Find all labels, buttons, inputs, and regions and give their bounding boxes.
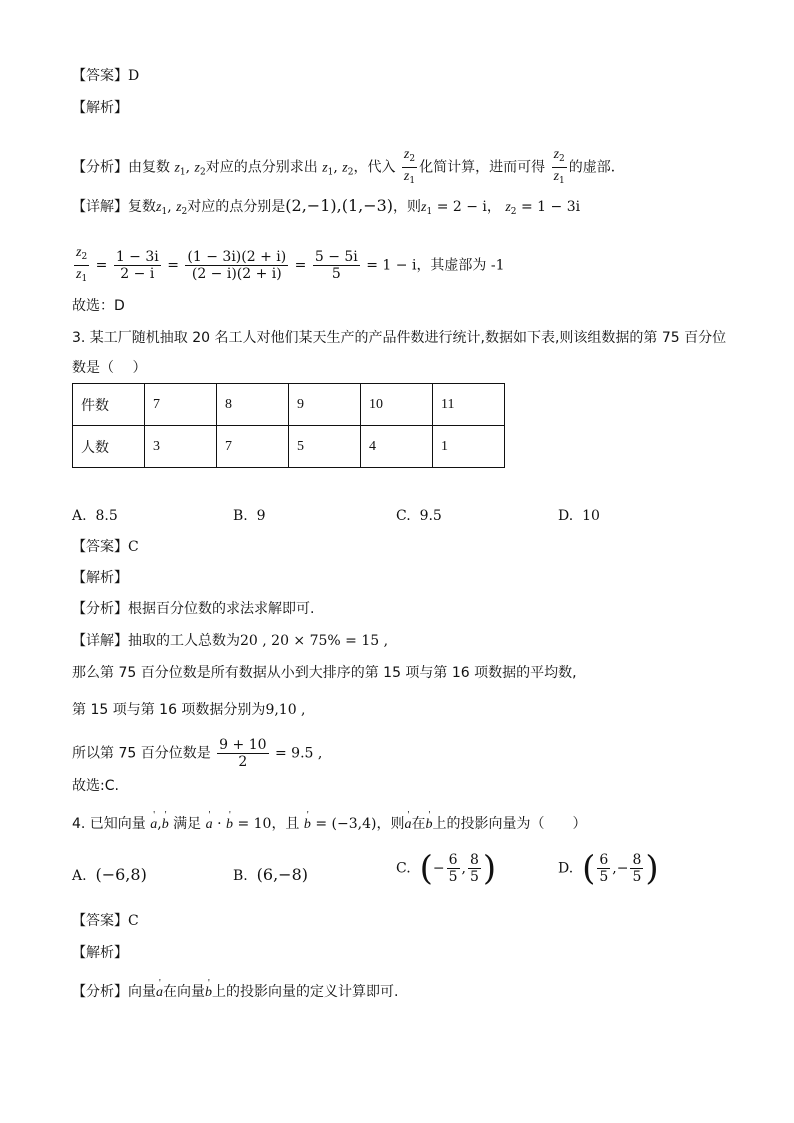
q4-stem-line: 4. 已知向量 ' a,' b 满足 ' a · ' b = 10，且 ' b = (−3,4)，则' a在' b上的投影向量为（ ） — [72, 814, 586, 835]
q2-fenxi-text: 的虚部． — [568, 159, 625, 176]
q2-z2-value: = 1 − 3i — [520, 199, 581, 215]
q3-detail-math: 9,10 , — [265, 702, 306, 718]
q3-detail4-line — [72, 737, 322, 770]
q3-detail-math: 20 , 20 × 75% = 15 , — [240, 633, 389, 649]
q4-dot-product: = 10 — [237, 816, 272, 832]
table-cell: 11 — [433, 384, 505, 426]
q4-stem-text: 上的投影向量为（ ） — [432, 816, 587, 832]
q4-stem-text: ，且 — [271, 816, 300, 832]
fenxi-label: 【分析】 — [72, 159, 128, 176]
q3-stem-line1: 3. 某工厂随机抽取 20 名工人对他们某天生产的产品件数进行统计,数据如下表,则该组数据的第 75 百分位 — [72, 330, 727, 346]
vector-b: ' b — [425, 815, 432, 835]
option-letter: D. — [558, 860, 574, 877]
fraction-z2-over-z1: $\frac{z_2}{z_1}$ — [403, 147, 416, 186]
q2-calc-line: $\frac{z_2}{z_1}$ = $\frac{1 - 3i}{2 - i}$ = $\frac{(1 - 3i)(2 + i)}{(2 - i)(2 + i)}$ = $\frac{5 - 5i}{5}$ = 1 − i，其虚部为 -1 — [72, 244, 505, 287]
q3-data-table — [72, 383, 505, 468]
q3-fenxi-line — [72, 599, 314, 619]
vector-a: ' a — [206, 815, 213, 835]
table-cell: 人数 — [73, 426, 145, 468]
q4-fenxi-text: 上的投影向量的定义计算即可. — [212, 984, 399, 1000]
table-cell: 件数 — [73, 384, 145, 426]
option-value: 9 — [256, 508, 266, 524]
vector-a: ' a — [404, 815, 411, 835]
q2-fenxi-text: 由复数 — [128, 159, 170, 176]
table-cell: 3 — [145, 426, 217, 468]
calc-fraction-3: $\frac{5 - 5i}{5}$ — [314, 249, 358, 282]
table-cell: 8 — [217, 384, 289, 426]
q3-answer-line — [72, 537, 139, 557]
fenxi-label: 【分析】 — [72, 984, 128, 1000]
table-cell: 1 — [433, 426, 505, 468]
answer-label: 【答案】 — [72, 913, 128, 929]
q2-fenxi-text: 对应的点分别求出 — [205, 159, 318, 176]
table-cell: 9 — [289, 384, 361, 426]
table-row — [73, 426, 505, 468]
option-sign: − — [616, 860, 629, 877]
q3-detail2: 那么第 75 百分位数是所有数据从小到大排序的第 15 项与第 16 项数据的平均数, — [72, 665, 577, 681]
vector-a: ' a — [156, 983, 163, 1003]
q4-option-a — [72, 865, 147, 886]
calc-fraction-1: $\frac{1 - 3i}{2 - i}$ — [115, 249, 159, 282]
table-cell: 10 — [361, 384, 433, 426]
q3-detail-math: = 9.5 , — [274, 745, 323, 762]
option-letter: C. — [396, 508, 411, 524]
xiangjie-label: 【详解】 — [72, 633, 128, 649]
q4-answer-line — [72, 911, 139, 931]
q3-fenxi-text: 根据百分位数的求法求解即可. — [128, 601, 315, 617]
option-letter: D. — [558, 508, 574, 524]
q2-detail-text: ，则 — [393, 199, 422, 215]
q3-detail-text: 抽取的工人总数为 — [128, 633, 240, 649]
vector-b: ' b — [162, 815, 169, 835]
q2-calc-result: = 1 − i — [366, 257, 417, 274]
q3-detail-text: 第 15 项与第 16 项数据分别为 — [72, 702, 266, 718]
fenxi-label: 【分析】 — [72, 601, 128, 617]
option-value: (6,−8) — [256, 865, 308, 884]
fraction-z2-over-z1: $\frac{z_2}{z_1}$ — [553, 147, 565, 186]
q2-fenxi-text: 化简计算，进而可得 — [419, 159, 546, 176]
q3-analysis-label: 【解析】 — [72, 570, 128, 586]
q4-fenxi-text: 在向量 — [163, 984, 205, 1000]
option-value: 9.5 — [419, 508, 442, 524]
q3-option-a — [72, 506, 118, 526]
fraction-z2-over-z1: $\frac{z_2}{z_1}$ — [76, 245, 88, 284]
q4-option-d: D. ( $\frac{6}{5}$ ,− $\frac{8}{5}$ ) — [558, 848, 659, 889]
q2-points: (2,−1),(1,−3) — [285, 196, 394, 215]
option-fraction: $\frac{6}{5}$ — [599, 852, 609, 885]
option-sign: − — [432, 860, 445, 877]
q3-option-d — [558, 506, 600, 526]
q4-stem-text: 在 — [411, 816, 426, 832]
calc-fraction-2: $\frac{(1 - 3i)(2 + i)}{(2 - i)(2 + i)}$ — [187, 249, 287, 282]
q4-answer: C — [128, 913, 139, 929]
option-fraction: $\frac{6}{5}$ — [448, 852, 458, 885]
q2-answer: D — [128, 68, 140, 84]
q3-detail-text: 所以第 75 百分位数是 — [72, 745, 211, 762]
q2-choose: 故选：D — [72, 298, 125, 314]
q4-vector-b-value: = (−3,4) — [315, 816, 377, 832]
table-cell: 7 — [217, 426, 289, 468]
option-letter: B. — [233, 868, 248, 884]
q4-fenxi-line — [72, 982, 398, 1003]
q2-detail-text: 复数 — [128, 199, 156, 215]
table-cell: 4 — [361, 426, 433, 468]
q4-analysis-label: 【解析】 — [72, 945, 128, 961]
q2-analysis-label: 【解析】 — [72, 100, 128, 116]
q4-stem-text: 4. 已知向量 — [72, 816, 146, 832]
vector-b: ' b — [304, 815, 311, 835]
option-value: (−6,8) — [95, 865, 147, 884]
q3-detail3-line — [72, 700, 306, 720]
q3-option-b — [233, 506, 266, 526]
option-letter: A. — [72, 868, 87, 884]
option-letter: A. — [72, 508, 87, 524]
q2-fenxi-line: 【分析】由复数 $z_1$, $z_2$对应的点分别求出 $z_1$, $z_2$，代入 $\frac{z_2}{z_1}$ 化简计算，进而可得 $\frac{z_2}{z_1}$ 的虚部． — [72, 146, 625, 189]
q3-choose: 故选:C. — [72, 778, 119, 794]
answer-label: 【答案】 — [72, 539, 128, 555]
q4-option-c: C. (− $\frac{6}{5}$ , $\frac{8}{5}$ ) — [396, 848, 497, 889]
xiangjie-label: 【详解】 — [72, 199, 128, 215]
vector-b: ' b — [205, 983, 212, 1003]
vector-a: ' a — [150, 815, 157, 835]
q4-option-b — [233, 865, 308, 886]
option-letter: B. — [233, 508, 248, 524]
fraction-9-plus-10-over-2: $\frac{9 + 10}{2}$ — [219, 737, 267, 770]
q2-calc-tail: ，其虚部为 -1 — [416, 257, 505, 274]
q2-detail-text: ， — [486, 199, 501, 215]
option-value: 10 — [582, 508, 600, 524]
option-value: 8.5 — [95, 508, 118, 524]
q3-stem-line2: 数是（ ） — [72, 360, 147, 376]
q2-fenxi-text: ，代入 — [353, 159, 396, 176]
q3-detail1-line — [72, 631, 388, 651]
option-letter: C. — [396, 860, 411, 877]
q2-z1-value: = 2 − i — [436, 199, 487, 215]
table-cell: 5 — [289, 426, 361, 468]
q4-stem-text: 满足 — [173, 816, 202, 832]
vector-b: ' b — [226, 815, 233, 835]
option-fraction: $\frac{8}{5}$ — [469, 852, 479, 885]
table-cell: 7 — [145, 384, 217, 426]
q2-answer-line — [72, 66, 139, 86]
q2-detail-text: 对应的点分别是 — [187, 199, 286, 215]
q4-fenxi-text: 向量 — [128, 984, 156, 1000]
q2-detail-line: 【详解】复数$z_1$, $z_2$对应的点分别是(2,−1),(1,−3)，则$z_1 = 2 - i$， $z_2 = 1 - 3i$ — [72, 196, 581, 217]
answer-label: 【答案】 — [72, 68, 128, 84]
q3-answer: C — [128, 539, 139, 555]
option-fraction: $\frac{8}{5}$ — [632, 852, 642, 885]
q4-stem-text: ，则 — [376, 816, 405, 832]
q3-option-c — [396, 506, 442, 526]
table-row — [73, 384, 505, 426]
